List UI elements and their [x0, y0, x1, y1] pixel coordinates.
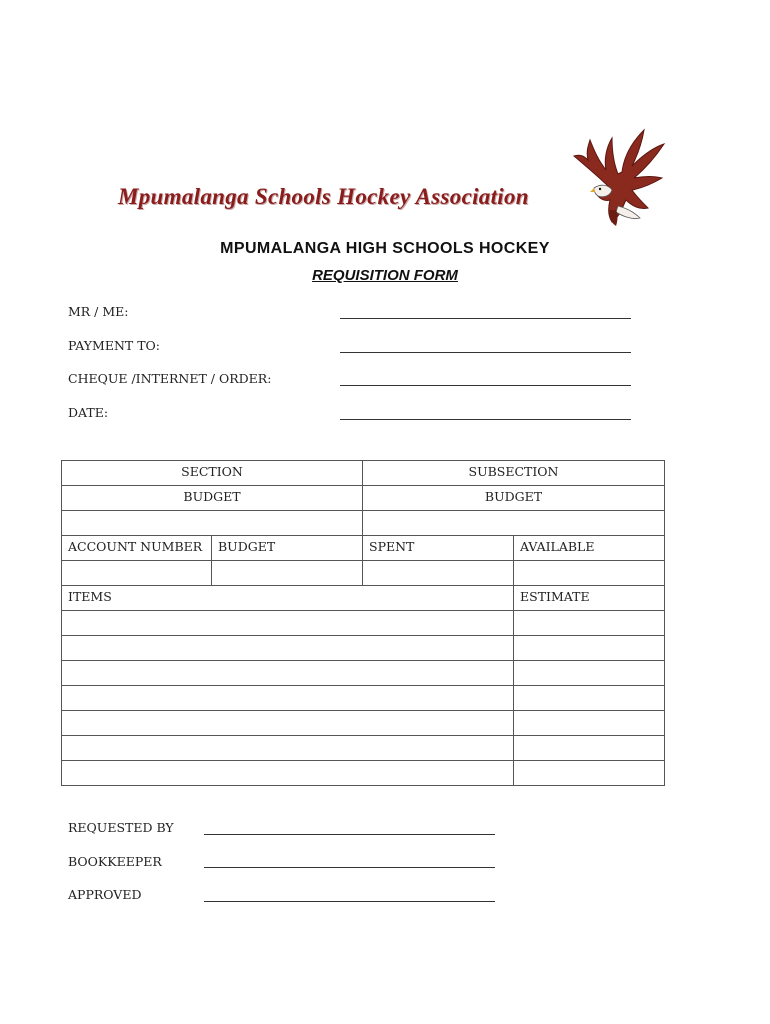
field-label-cheque-internet-order: CHEQUE /INTERNET / ORDER:	[68, 371, 272, 386]
item-cell[interactable]	[62, 736, 514, 761]
association-script-title: Mpumalanga Schools Hockey Association	[118, 184, 529, 209]
table-row	[62, 461, 665, 486]
available-header: AVAILABLE	[514, 536, 665, 561]
available-cell[interactable]	[514, 561, 665, 586]
item-cell[interactable]	[62, 711, 514, 736]
item-row	[62, 661, 665, 686]
estimate-cell[interactable]	[514, 736, 665, 761]
spent-cell[interactable]	[363, 561, 514, 586]
account-number-cell[interactable]	[62, 561, 212, 586]
bookkeeper-label: BOOKKEEPER	[68, 854, 162, 869]
item-row	[62, 686, 665, 711]
approved-label: APPROVED	[68, 887, 142, 902]
field-line-date[interactable]	[340, 419, 631, 420]
field-line-mr-me[interactable]	[340, 318, 631, 319]
section-budget-cell[interactable]	[62, 511, 363, 536]
estimate-cell[interactable]	[514, 686, 665, 711]
table-row	[62, 486, 665, 511]
table-row	[62, 511, 665, 536]
table-row	[62, 536, 665, 561]
requested-by-line[interactable]	[204, 834, 495, 835]
item-row	[62, 636, 665, 661]
item-cell[interactable]	[62, 661, 514, 686]
budget-cell[interactable]	[212, 561, 363, 586]
item-cell[interactable]	[62, 761, 514, 786]
subsection-header: SUBSECTION	[363, 461, 665, 486]
subsection-budget-header: BUDGET	[363, 486, 665, 511]
eagle-icon	[560, 126, 666, 232]
bookkeeper-line[interactable]	[204, 867, 495, 868]
item-row	[62, 711, 665, 736]
requisition-table	[61, 460, 665, 786]
field-label-payment-to: PAYMENT TO:	[68, 338, 161, 353]
item-cell[interactable]	[62, 686, 514, 711]
approved-line[interactable]	[204, 901, 495, 902]
field-label-date: DATE:	[68, 405, 109, 420]
field-line-payment-to[interactable]	[340, 352, 631, 353]
form-subtitle: REQUISITION FORM	[312, 267, 458, 284]
item-cell[interactable]	[62, 611, 514, 636]
estimate-cell[interactable]	[514, 636, 665, 661]
item-row	[62, 761, 665, 786]
budget-header: BUDGET	[212, 536, 363, 561]
table-row	[62, 561, 665, 586]
estimate-cell[interactable]	[514, 611, 665, 636]
field-line-cheque-internet-order[interactable]	[340, 385, 631, 386]
estimate-cell[interactable]	[514, 661, 665, 686]
requested-by-label: REQUESTED BY	[68, 820, 174, 835]
subsection-budget-cell[interactable]	[363, 511, 665, 536]
estimate-header: ESTIMATE	[514, 586, 665, 611]
section-budget-header: BUDGET	[62, 486, 363, 511]
item-row	[62, 736, 665, 761]
field-label-mr-me: MR / ME:	[68, 304, 129, 319]
items-header: ITEMS	[62, 586, 514, 611]
table-row	[62, 586, 665, 611]
page-title: MPUMALANGA HIGH SCHOOLS HOCKEY	[220, 240, 550, 257]
spent-header: SPENT	[363, 536, 514, 561]
estimate-cell[interactable]	[514, 711, 665, 736]
item-cell[interactable]	[62, 636, 514, 661]
section-header: SECTION	[62, 461, 363, 486]
account-number-header: ACCOUNT NUMBER	[62, 536, 212, 561]
item-row	[62, 611, 665, 636]
estimate-cell[interactable]	[514, 761, 665, 786]
